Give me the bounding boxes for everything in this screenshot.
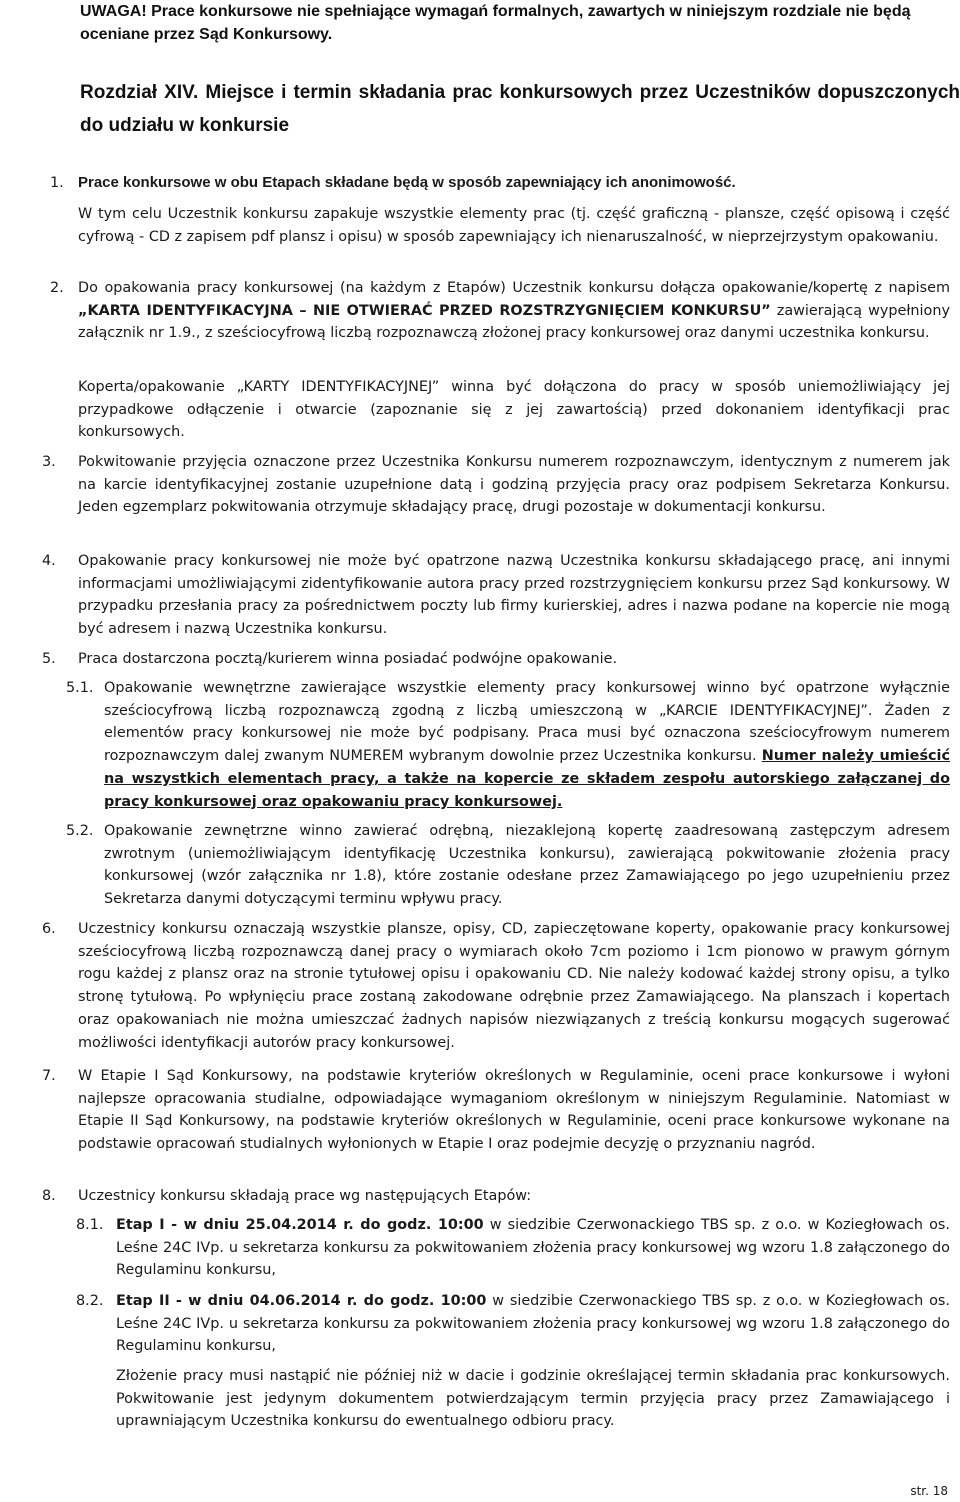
chapter-title: Rozdział XIV. Miejsce i termin składania prac konkursowych przez Uczestników dopuszczonych do udziału w konkursie xyxy=(80,82,960,136)
item-2-text-b: zawierającą wypełniony załącznik nr 1.9., z sześciocyfrową liczbą rozpoznawczą złożonej pracy konkursowej oraz danymi uczestnika konkursu. xyxy=(78,302,950,342)
item-2-body xyxy=(78,277,950,345)
item-5-body: Praca dostarczona pocztą/kurierem winna posiadać podwójne opakowanie. xyxy=(78,651,618,667)
item-5-number: 5. xyxy=(42,651,56,667)
item-5-1-number: 5.1. xyxy=(66,680,94,696)
item-8-2-body xyxy=(116,1290,950,1358)
item-7-number: 7. xyxy=(42,1068,56,1084)
item-8-body: Uczestnicy konkursu składają prace wg następujących Etapów: xyxy=(78,1188,532,1204)
item-2-text-a: Do opakowania pracy konkursowej (na każdym z Etapów) Uczestnik konkursu dołącza opakowanie/kopertę z napisem xyxy=(78,280,950,296)
item-8-1-number: 8.1. xyxy=(76,1217,104,1233)
item-2-paragraph-2: Koperta/opakowanie „KARTY IDENTYFIKACYJNEJ” winna być dołączona do pracy w sposób uniemożliwiający jej przypadkowe odłączenie i otwarcie (zapoznanie się z jej zawartością) przed dokonaniem identyfikacji prac konkursowych. xyxy=(78,379,950,441)
item-8-1-text: w siedzibie Czerwonackiego TBS sp. z o.o. w Koziegłowach os. Leśne 24C IVp. u sekretarza konkursu za pokwitowaniem złożenia pracy konkursowej wg wzoru 1.8 załączonego do Regulaminu konkursu, xyxy=(116,1217,950,1279)
item-2-label-text: „KARTA IDENTYFIKACYJNA – NIE OTWIERAĆ PRZED ROZSTRZYGNIĘCIEM KONKURSU” xyxy=(78,302,771,319)
item-8-1-body xyxy=(116,1214,950,1282)
item-1-number: 1. xyxy=(50,175,64,191)
item-5-2-body: Opakowanie zewnętrzne winno zawierać odrębną, niezaklejoną kopertę zaadresowaną zastępczym adresem zwrotnym (uniemożliwiającym identyfikację Uczestnika konkursu), zawierającą pokwitowanie złożenia pracy konkursowej (wzór załącznika nr 1.8), które zostanie odesłane przez Zamawiającego po jego uzupełnieniu przez Sekretarza danymi dotyczącymi terminu wpływu pracy. xyxy=(104,823,950,908)
item-5-1-text: Opakowanie wewnętrzne zawierające wszystkie elementy pracy konkursowej winno być opatrzone wyłącznie sześciocyfrową liczbą rozpoznawczą zgodną z liczbą umieszczoną w „KARCIE IDENTYFIKACYJNEJ”. Żaden z elementów pracy konkursowej nie może być podpisany. Praca musi być oznaczona sześciocyfrowym numerem rozpoznawczym dalej zwanym NUMEREM wybranym dowolnie przez Uczestnika konkursu. xyxy=(104,680,950,765)
item-8-2-note: Złożenie pracy musi nastąpić nie później niż w dacie i godzinie określającej termin składania prac konkursowych. Pokwitowanie jest jedynym dokumentem potwierdzającym termin przyjęcia pracy przez Zamawiającego i uprawniającym Uczestnika konkursu do ewentualnego odbioru pracy. xyxy=(116,1368,950,1430)
item-8-2-text: w siedzibie Czerwonackiego TBS sp. z o.o. w Koziegłowach os. Leśne 24C IVp. u sekretarza konkursu za pokwitowaniem złożenia pracy konkursowej wg wzoru 1.8 załączonego do Regulaminu konkursu, xyxy=(116,1293,950,1355)
item-5-1-body xyxy=(104,677,950,813)
item-4-body: Opakowanie pracy konkursowej nie może być opatrzone nazwą Uczestnika konkursu składającego pracę, ani innymi informacjami umożliwiającymi zidentyfikowanie autora pracy przed rozstrzygnięciem konkursu przez Sąd konkursowy. W przypadku przesłania pracy za pośrednictwem poczty lub firmy kurierskiej, adres i nazwa podane na kopercie nie mogą być adresem i nazwą Uczestnika konkursu. xyxy=(78,553,950,638)
item-2-number: 2. xyxy=(50,280,64,296)
item-8-1-date: Etap I - w dniu 25.04.2014 r. do godz. 10:00 xyxy=(116,1217,484,1233)
item-8-2-number: 8.2. xyxy=(76,1293,104,1309)
item-5-2-number: 5.2. xyxy=(66,823,94,839)
page-number: str. 18 xyxy=(910,1484,948,1498)
item-1-heading: Prace konkursowe w obu Etapach składane będą w sposób zapewniający ich anonimowość. xyxy=(78,174,736,191)
item-6-number: 6. xyxy=(42,921,56,937)
warning-note: UWAGA! Prace konkursowe nie spełniające wymagań formalnych, zawartych w niniejszym rozdziale nie będą oceniane przez Sąd Konkursowy. xyxy=(80,3,911,43)
item-4-number: 4. xyxy=(42,553,56,569)
item-8-number: 8. xyxy=(42,1188,56,1204)
item-1-body: W tym celu Uczestnik konkursu zapakuje wszystkie elementy prac (tj. część graficzną - plansze, część opisową i część cyfrową - CD z zapisem pdf plansz i opisu) w sposób zapewniający ich nienaruszalność, w nieprzejrzystym opakowaniu. xyxy=(78,206,950,245)
item-7-body: W Etapie I Sąd Konkursowy, na podstawie kryteriów określonych w Regulaminie, oceni prace konkursowe i wyłoni najlepsze opracowania studialne, odpowiadające wymaganiom określonym w niniejszym Regulaminie. Natomiast w Etapie II Sąd Konkursowy, na podstawie kryteriów określonych w Regulaminie, oceni prace konkursowe wykonane na podstawie opracowań studialnych wyłonionych w Etapie I oraz podejmie decyzję o przyznaniu nagród. xyxy=(78,1068,950,1153)
item-5-1-underlined-text: Numer należy umieścić na wszystkich elementach pracy, a także na kopercie ze składem zespołu autorskiego załączanej do pracy konkursowej oraz opakowaniu pracy konkursowej. xyxy=(104,748,951,810)
item-3-body: Pokwitowanie przyjęcia oznaczone przez Uczestnika Konkursu numerem rozpoznawczym, identycznym z numerem jak na karcie identyfikacyjnej zostanie uzupełnione datą i godziną przyjęcia pracy oraz podpisem Sekretarza Konkursu. Jeden egzemplarz pokwitowania otrzymuje składający pracę, drugi pozostaje w dokumentacji konkursu. xyxy=(78,454,950,516)
item-6-body: Uczestnicy konkursu oznaczają wszystkie plansze, opisy, CD, zapieczętowane koperty, opakowanie pracy konkursowej sześciocyfrową liczbą rozpoznawczą danej pracy o wymiarach około 7cm poziomo i 1cm pionowo w prawym górnym rogu każdej z plansz oraz na stronie tytułowej opisu i opakowaniu CD. Nie należy kodować każdej strony opisu, a tylko stronę tytułową. Po wpłynięciu prace zostaną zakodowane odrębnie przez Zamawiającego. Na planszach i kopertach oraz opakowaniach nie można umieszczać żadnych napisów niezwiązanych z treścią konkursu mogących sugerować możliwości identyfikacji autorów pracy konkursowej. xyxy=(78,921,950,1051)
item-3-number: 3. xyxy=(42,454,56,470)
item-8-2-date: Etap II - w dniu 04.06.2014 r. do godz. 10:00 xyxy=(116,1293,487,1309)
